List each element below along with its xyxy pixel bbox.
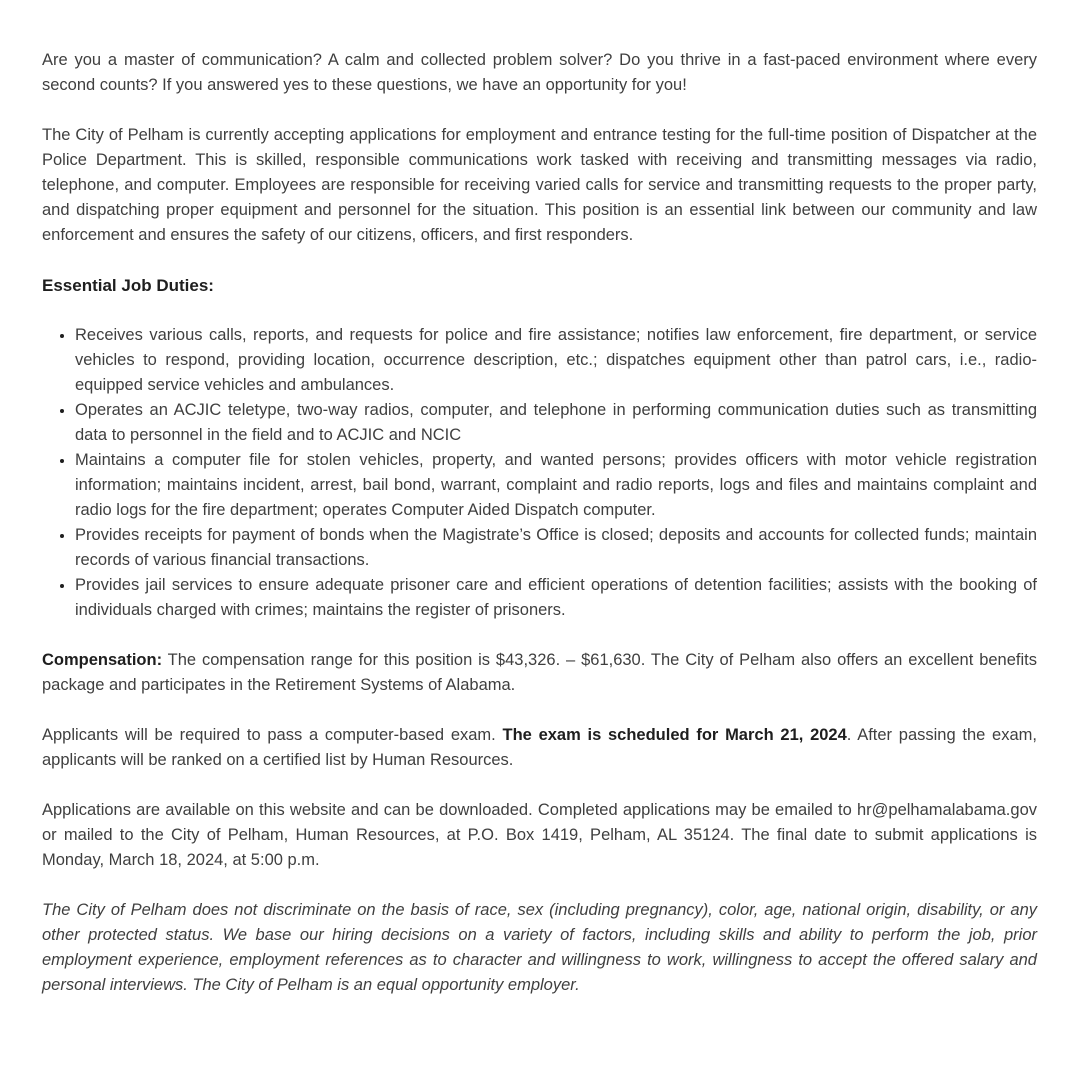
intro-paragraph: Are you a master of communication? A calm and collected problem solver? Do you thrive in a fast-paced environment where every second counts? If you answered yes to these questions, we have an opportunity for you! bbox=[42, 51, 1037, 94]
duty-item: • Provides jail services to ensure adequate prisoner care and efficient operations of detention facilities; assists with the booking of individuals charged with crimes; maintains the register of prisoners. bbox=[75, 573, 1037, 623]
exam-paragraph bbox=[42, 723, 1037, 773]
duty-item: • Receives various calls, reports, and requests for police and fire assistance; notifies law enforcement, fire department, or service vehicles to respond, providing location, occurrence description, etc.; dispatches equipment other than patrol cars, i.e., radio-equipped service vehicles and ambulances. bbox=[75, 323, 1037, 398]
essential-job-duties-heading: Essential Job Duties: bbox=[42, 276, 214, 295]
compensation-paragraph bbox=[42, 648, 1037, 698]
duty-item: • Provides receipts for payment of bonds when the Magistrate’s Office is closed; deposits and accounts for collected funds; maintain records of various financial transactions. bbox=[75, 523, 1037, 573]
compensation-label: Compensation: bbox=[42, 651, 163, 669]
applications-paragraph: Applications are available on this website and can be downloaded. Completed applications may be emailed to hr@pelhamalabama.gov or mailed to the City of Pelham, Human Resources, at P.O. Box 1419, Pelham, AL 35124. The final date to submit applications is Monday, March 18, 2024, at 5:00 p.m. bbox=[42, 801, 1037, 869]
equal-opportunity-statement: The City of Pelham does not discriminate on the basis of race, sex (including pregnancy), color, age, national origin, disability, or any other protected status. We base our hiring decisions on a variety of factors, including skills and ability to perform the job, prior employment experience, employment references as to character and willingness to work, willingness to accept the offered salary and personal interviews. The City of Pelham is an equal opportunity employer. bbox=[42, 901, 1037, 994]
position-overview-paragraph: The City of Pelham is currently accepting applications for employment and entrance testing for the full-time position of Dispatcher at the Police Department. This is skilled, responsible communications work tasked with receiving and transmitting messages via radio, telephone, and computer. Employees are responsible for receiving varied calls for service and transmitting requests to the proper party, and dispatching proper equipment and personnel for the situation. This position is an essential link between our community and law enforcement and ensures the safety of our citizens, officers, and first responders. bbox=[42, 126, 1037, 244]
duty-item: • Operates an ACJIC teletype, two-way radios, computer, and telephone in performing communication duties such as transmitting data to personnel in the field and to ACJIC and NCIC bbox=[75, 398, 1037, 448]
duty-item: • Maintains a computer file for stolen vehicles, property, and wanted persons; provides officers with motor vehicle registration information; maintains incident, arrest, bail bond, warrant, complaint and radio reports, logs and files and maintains complaint and radio logs for the fire department; operates Computer Aided Dispatch computer. bbox=[75, 448, 1037, 523]
exam-date-bold: The exam is scheduled for March 21, 2024 bbox=[502, 726, 847, 744]
exam-text-pre: Applicants will be required to pass a computer-based exam. bbox=[42, 726, 503, 744]
duties-list bbox=[42, 323, 1037, 623]
exam-text-post: . After passing the exam, applicants will be ranked on a certified list by Human Resources. bbox=[42, 726, 1037, 769]
compensation-text: The compensation range for this position is $43,326. – $61,630. The City of Pelham also offers an excellent benefits package and participates in the Retirement Systems of Alabama. bbox=[42, 651, 1037, 694]
